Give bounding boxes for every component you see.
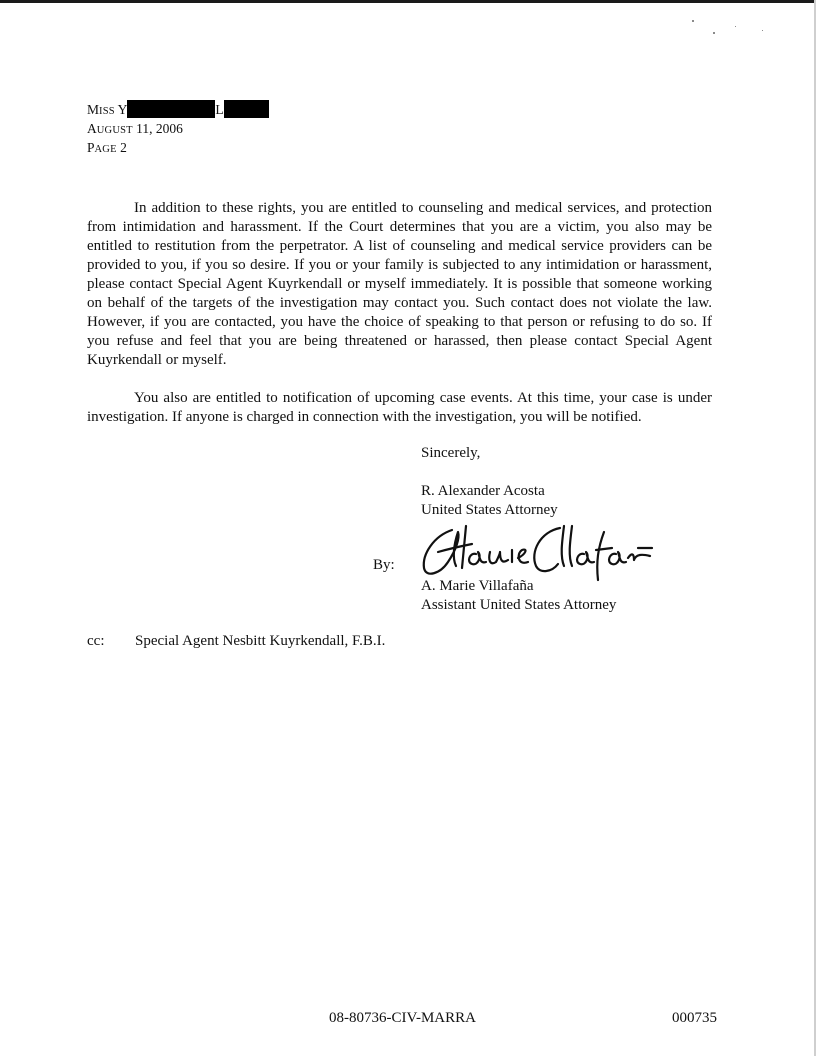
signer-title: United States Attorney bbox=[421, 502, 558, 518]
letter-date: AUGUST 11, 2006 bbox=[87, 121, 183, 136]
body-paragraph: You also are entitled to notification of upcoming case events. At this time, your case is under investigation. If anyone is charged in connection with the investigation, you will be notified. bbox=[87, 390, 712, 425]
salutation: Sincerely, bbox=[421, 445, 481, 461]
agent-title: Assistant United States Attorney bbox=[421, 597, 617, 613]
letter-header bbox=[87, 100, 269, 158]
cc-recipient: Special Agent Nesbitt Kuyrkendall, F.B.I. bbox=[135, 633, 386, 649]
recipient-initial: L bbox=[215, 102, 224, 117]
handwritten-signature bbox=[418, 522, 658, 584]
recipient-line: MISS Y L bbox=[87, 100, 269, 120]
letter-body bbox=[87, 199, 712, 427]
scan-speck bbox=[735, 26, 736, 27]
scan-top-edge bbox=[0, 0, 816, 3]
scan-speck bbox=[692, 20, 694, 22]
case-number: 08-80736-CIV-MARRA bbox=[329, 1010, 476, 1026]
signer-name: R. Alexander Acosta bbox=[421, 483, 545, 499]
agent-name: A. Marie Villafaña bbox=[421, 578, 534, 594]
bates-number: 000735 bbox=[672, 1010, 717, 1026]
redaction-block bbox=[127, 100, 215, 118]
body-paragraph: In addition to these rights, you are entitled to counseling and medical services, and protection from intimidation and harassment. If the Court determines that you are a victim, you also may be entitled to restitution from the perpetrator. A list of counseling and medical service providers can be provided to you, if you so desire. If you or your family is subjected to any intimidation or harassment, please contact Special Agent Kuyrkendall or myself immediately. It is possible that someone working on behalf of the targets of the investigation may contact you. Such contact does not violate the law. However, if you are contacted, you have the choice of speaking to that person or refusing to do so. If you refuse and feel that you are being threatened or harassed, then please contact Special Agent Kuyrkendall or myself. bbox=[87, 200, 712, 368]
page-indicator: PAGE 2 bbox=[87, 140, 127, 155]
cc-label: cc: bbox=[87, 633, 105, 649]
redaction-block bbox=[224, 100, 269, 118]
by-label: By: bbox=[373, 557, 395, 573]
scan-speck bbox=[762, 30, 763, 31]
scan-speck bbox=[713, 32, 715, 34]
